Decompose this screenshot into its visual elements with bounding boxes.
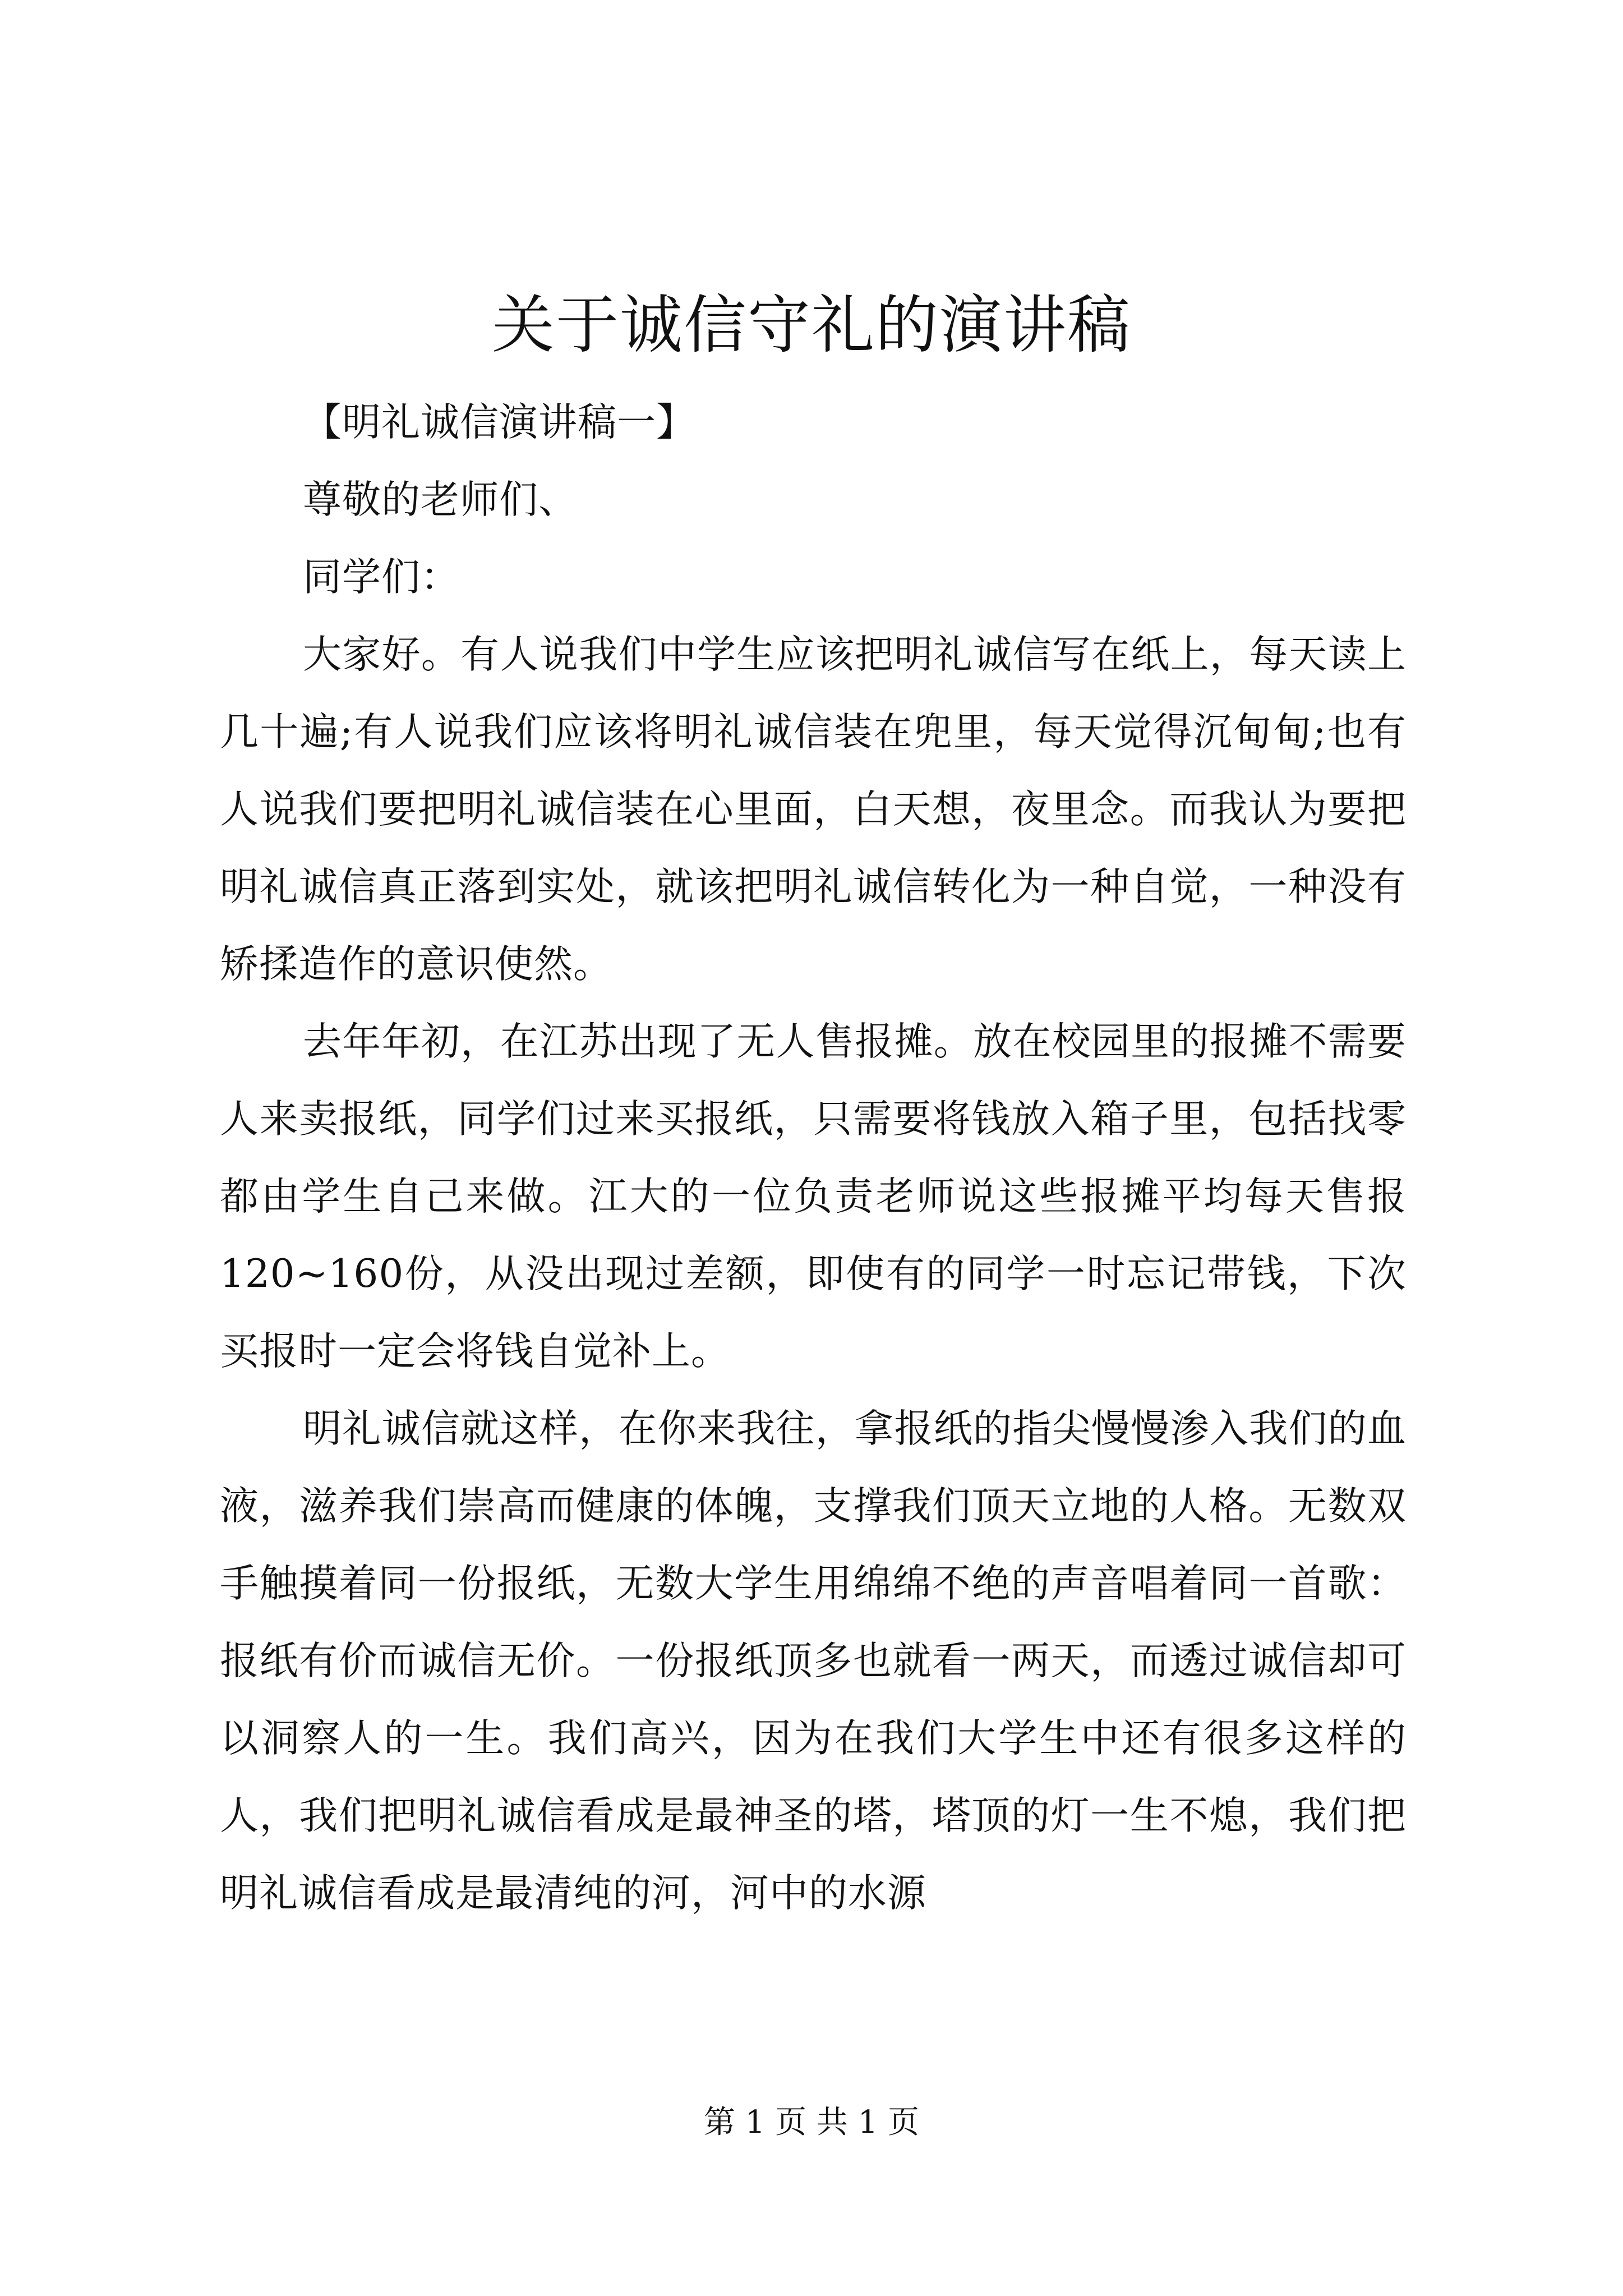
- page-footer: 第 1 页 共 1 页: [703, 2104, 920, 2141]
- body-paragraph: 大家好。有人说我们中学生应该把明礼诚信写在纸上，每天读上几十遍;有人说我们应该将明礼诚信装在兜里，每天觉得沉甸甸;也有人说我们要把明礼诚信装在心里面，白天想，夜里念。而我认为要把明礼诚信真正落到实处，就该把明礼诚信转化为一种自觉，一种没有矫揉造作的意识使然。: [220, 632, 1407, 987]
- salutation-line: 同学们：: [303, 555, 460, 600]
- document-title: 关于诚信守礼的演讲稿: [492, 289, 1131, 362]
- section-heading: 【明礼诚信演讲稿一】: [303, 400, 695, 445]
- salutation-line: 尊敬的老师们、: [303, 477, 578, 522]
- body-paragraph: 明礼诚信就这样，在你来我往，拿报纸的指尖慢慢渗入我们的血液，滋养我们崇高而健康的体魄，支撑我们顶天立地的人格。无数双手触摸着同一份报纸，无数大学生用绵绵不绝的声音唱着同一首歌：报纸有价而诚信无价。一份报纸顶多也就看一两天，而透过诚信却可以洞察人的一生。我们高兴，因为在我们大学生中还有很多这样的人，我们把明礼诚信看成是最神圣的塔，塔顶的灯一生不熄，我们把明礼诚信看成是最清纯的河，河中的水源: [220, 1406, 1407, 1916]
- body-paragraph: 去年年初，在江苏出现了无人售报摊。放在校园里的报摊不需要人来卖报纸，同学们过来买报纸，只需要将钱放入箱子里，包括找零都由学生自己来做。江大的一位负责老师说这些报摊平均每天售报120~160份，从没出现过差额，即使有的同学一时忘记带钱，下次买报时一定会将钱自觉补上。: [220, 1019, 1407, 1374]
- document-body: [220, 384, 1407, 1932]
